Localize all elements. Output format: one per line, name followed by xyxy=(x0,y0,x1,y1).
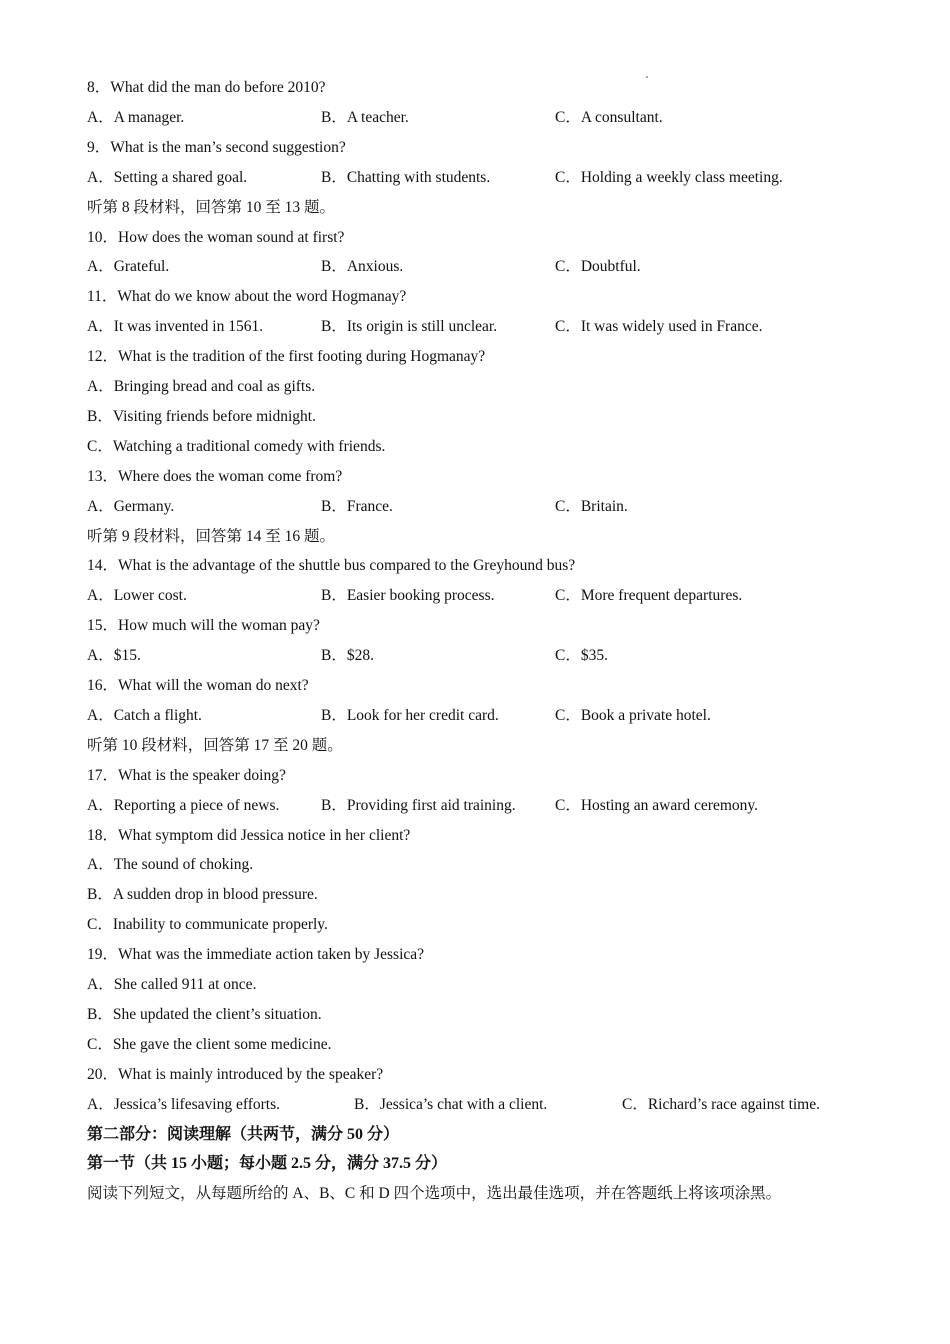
text-line: 听第 10 段材料，回答第 17 至 20 题。 xyxy=(87,736,343,754)
answer-option: C．$35. xyxy=(555,647,608,665)
answer-option: B．Its origin is still unclear. xyxy=(321,318,498,336)
text-line: 听第 8 段材料，回答第 10 至 13 题。 xyxy=(87,198,336,216)
answer-option: C．Book a private hotel. xyxy=(555,706,711,724)
text-line: 10．How does the woman sound at first? xyxy=(87,228,345,246)
text-line: 8．What did the man do before 2010? xyxy=(87,79,326,96)
section-heading: 第一节（共 15 小题；每小题 2.5 分，满分 37.5 分） xyxy=(87,1155,448,1173)
answer-option: A．Reporting a piece of news. xyxy=(87,796,280,814)
text-line: A．The sound of choking. xyxy=(87,856,254,874)
text-line: 19．What was the immediate action taken by Jessica? xyxy=(87,946,425,964)
text-line: A．She called 911 at once. xyxy=(87,976,257,993)
answer-option: B．Chatting with students. xyxy=(321,168,491,186)
answer-option: A．Lower cost. xyxy=(87,587,187,605)
text-line: B．Visiting friends before midnight. xyxy=(87,407,316,425)
options-row xyxy=(87,581,867,611)
text-line: 18．What symptom did Jessica notice in her client? xyxy=(87,826,411,844)
answer-option: C．A consultant. xyxy=(555,108,663,126)
text-line: C．She gave the client some medicine. xyxy=(87,1035,332,1053)
answer-option: A．A manager. xyxy=(87,108,185,126)
answer-option: C．Britain. xyxy=(555,497,628,515)
answer-option: A．Catch a flight. xyxy=(87,706,202,724)
text-line: 16．What will the woman do next? xyxy=(87,677,309,694)
answer-option: B．$28. xyxy=(321,647,374,665)
answer-option: C．Richard’s race against time. xyxy=(622,1095,820,1113)
answer-option: C．Doubtful. xyxy=(555,258,641,276)
answer-option: B．Easier booking process. xyxy=(321,587,495,605)
answer-option: A．Setting a shared goal. xyxy=(87,168,248,186)
options-row xyxy=(87,312,867,342)
options-row xyxy=(87,492,867,522)
text-line: C．Watching a traditional comedy with friends. xyxy=(87,437,386,455)
answer-option: A．It was invented in 1561. xyxy=(87,318,264,336)
answer-option: A．$15. xyxy=(87,647,141,665)
text-line: 11．What do we know about the word Hogmanay? xyxy=(87,288,407,306)
text-line: 20．What is mainly introduced by the speaker? xyxy=(87,1065,384,1083)
text-line: 9．What is the man’s second suggestion? xyxy=(87,138,346,156)
options-row xyxy=(87,1090,867,1120)
answer-option: A．Germany. xyxy=(87,497,175,515)
text-line: 17．What is the speaker doing? xyxy=(87,766,286,784)
options-row xyxy=(87,641,867,671)
text-line: 14．What is the advantage of the shuttle bus compared to the Greyhound bus? xyxy=(87,557,576,575)
text-line: B．She updated the client’s situation. xyxy=(87,1005,322,1023)
answer-option: C．Holding a weekly class meeting. xyxy=(555,168,783,186)
text-line: 15．How much will the woman pay? xyxy=(87,617,320,635)
text-line: 12．What is the tradition of the first footing during Hogmanay? xyxy=(87,348,486,366)
options-row xyxy=(87,701,867,731)
answer-option: C．More frequent departures. xyxy=(555,587,743,605)
text-line: A．Bringing bread and coal as gifts. xyxy=(87,378,316,395)
text-line: B．A sudden drop in blood pressure. xyxy=(87,886,318,904)
text-line: 阅读下列短文，从每题所给的 A、B、C 和 D 四个选项中，选出最佳选项，并在答题纸上将该项涂黑。 xyxy=(87,1185,782,1203)
options-row xyxy=(87,252,867,282)
answer-option: B．Jessica’s chat with a client. xyxy=(354,1095,548,1113)
text-line: C．Inability to communicate properly. xyxy=(87,916,328,934)
text-line: 13．Where does the woman come from? xyxy=(87,467,343,485)
answer-option: C．Hosting an award ceremony. xyxy=(555,796,759,814)
answer-option: B．A teacher. xyxy=(321,108,409,126)
answer-option: A．Grateful. xyxy=(87,258,170,276)
options-row xyxy=(87,791,867,821)
answer-option: B．Look for her credit card. xyxy=(321,706,499,724)
answer-option: B．France. xyxy=(321,497,393,515)
options-row xyxy=(87,103,867,133)
answer-option: A．Jessica’s lifesaving efforts. xyxy=(87,1095,280,1113)
text-line: 听第 9 段材料，回答第 14 至 16 题。 xyxy=(87,527,336,545)
answer-option: C．It was widely used in France. xyxy=(555,318,763,336)
options-row xyxy=(87,163,867,193)
section-heading: 第二部分：阅读理解（共两节，满分 50 分） xyxy=(87,1125,400,1143)
answer-option: B．Providing first aid training. xyxy=(321,796,516,814)
answer-option: B．Anxious. xyxy=(321,258,404,276)
